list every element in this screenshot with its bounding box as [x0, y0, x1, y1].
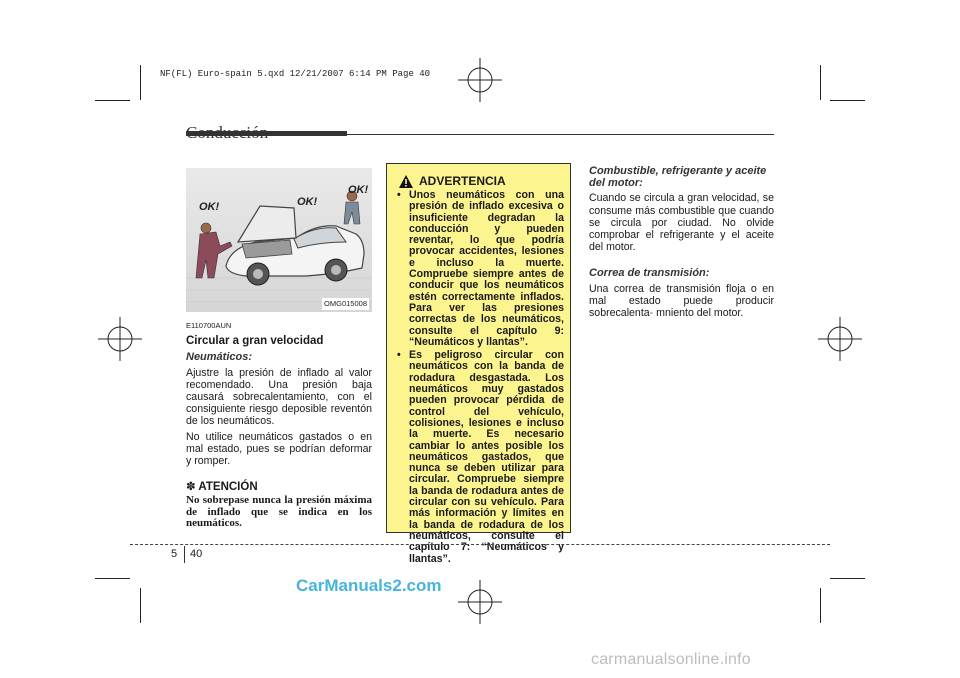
car-inspection-illustration [186, 168, 372, 312]
footer-separator [184, 546, 185, 563]
belt-text: Una correa de transmisión floja o en mal estado puede producir sobrecalenta [589, 282, 774, 320]
registration-mark [458, 580, 502, 624]
crop-mark [830, 578, 865, 579]
crop-mark [830, 100, 865, 101]
ok-label-right: OK! [348, 184, 369, 196]
crop-mark [140, 65, 141, 100]
reference-code: E110700AUN [186, 321, 232, 330]
paragraph [589, 283, 774, 320]
attention-title: ATENCIÓN [198, 481, 258, 494]
paragraph: Cuando se circula a gran velocidad, se consume más combustible que cuando se circula por ciudad. No olvide comprobar el refrigerante y el aceite del motor. [589, 192, 774, 254]
footer-rule [130, 544, 830, 545]
belt-text-end: mniento del motor. [656, 307, 744, 320]
right-column [589, 165, 774, 319]
chapter-number: 5 [171, 548, 178, 560]
attention-icon: ✽ [186, 481, 196, 494]
warning-box [386, 163, 571, 565]
paragraph: Ajustre la presión de inflado al valor recomendado. Una presión baja causará sobrecalentamiento, con el consiguiente riesgo deposible reventón de los neumáticos. [186, 366, 372, 428]
header-rule-thick [186, 131, 347, 136]
car-drawing [186, 168, 372, 312]
paragraph: No utilice neumáticos gastados o en mal estado, pues se podrían deformar y romper. [186, 430, 372, 468]
print-slug: NF(FL) Euro-spain 5.qxd 12/21/2007 6:14 PM Page 40 [160, 69, 431, 79]
registration-mark [98, 317, 142, 361]
left-column [186, 168, 372, 529]
figure-code: OMG015008 [322, 298, 369, 310]
watermark-carmanualsonline[interactable]: carmanualsonline.info [591, 651, 751, 668]
warning-triangle-icon [399, 175, 413, 188]
subheading-fuel: Combustible, refrigerante y aceite del motor: [589, 165, 767, 190]
registration-mark [818, 317, 862, 361]
crop-mark [820, 65, 821, 100]
attention-heading [186, 481, 372, 493]
crop-mark [95, 100, 130, 101]
registration-mark [458, 58, 502, 102]
ok-label-center: OK! [297, 196, 318, 208]
ok-label-left: OK! [199, 201, 220, 213]
crop-mark [140, 588, 141, 623]
subheading-tires: Neumáticos: [186, 351, 253, 364]
section-heading: Circular a gran velocidad [186, 335, 324, 348]
belt-hyphen: - [649, 307, 654, 320]
warning-title: ADVERTENCIA [419, 173, 506, 188]
page-number: 40 [190, 548, 203, 560]
subheading-belt: Correa de transmisión: [589, 267, 710, 280]
warning-list [387, 190, 570, 565]
crop-mark [95, 578, 130, 579]
warning-item: • Unos neumáticos con una presión de inflado excesiva o insuficiente degradan la conducción y pueden reventar, lo que podría provocar accidentes, lesiones e incluso la muerte. Compruebe siempre antes de conducir que los neumáticos estén correctamente inflados. Para ver las presiones correctas de los neumáticos, consulte el capítulo 9: “Neumáticos y llantas”. [409, 190, 564, 348]
crop-mark [820, 588, 821, 623]
attention-text: No sobrepase nunca la presión máxima de inflado que se indica en los neumáticos. [186, 494, 372, 529]
warning-item: • Es peligroso circular con neumáticos con la banda de rodadura desgastada. Los neumáticos muy gastados pueden provocar pérdida de control del vehículo, colisiones, lesiones e incluso la muerte. Es necesario cambiar lo antes posible los neumáticos gastados, que nunca se deben utilizar para circular. Compruebe siempre la banda de rodadura antes de circular con su vehículo. Para más información y límites en la banda de rodadura de los neumáticos, consulte el capítulo 7: “Neumáticos y llantas”. [409, 350, 564, 565]
watermark-carmanuals2[interactable]: CarManuals2.com [296, 576, 442, 595]
header-rule-thin [347, 134, 774, 135]
warning-header [399, 175, 570, 188]
